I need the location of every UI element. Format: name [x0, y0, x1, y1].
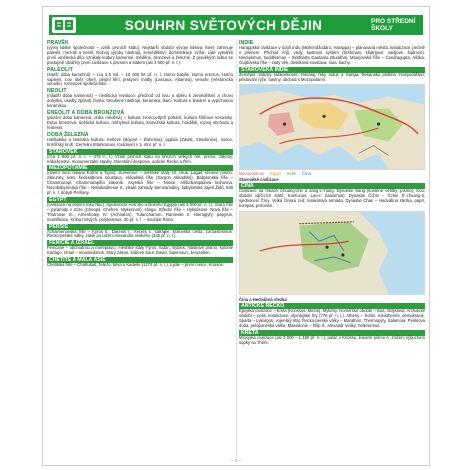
legend-item: Indie — [286, 171, 296, 177]
section-bar-title: FÉNICIE A IZRAEL — [47, 240, 233, 246]
map-china — [239, 211, 425, 295]
section-text: Chetitská říše – Chattušaš, železo, bitva u Kadeše (1274 př. n. l.). Lýdie – první mince, Kroisos. — [47, 262, 224, 268]
section-bar-title: ANTICKÉ ŘECKO — [239, 303, 425, 309]
section-text: Mínojská civilizace (asi 3 000 – 1 450 př. n. l.), palác v Knóssu, lineární písmo A, zničení výbuchem sopky na Théře. — [239, 334, 425, 345]
section-bar-title: KRÉTA — [239, 330, 425, 336]
publisher-logo — [52, 17, 76, 33]
section-bar-title: EGYPT — [47, 197, 233, 203]
map-caption: Čína a Hedvábná stezka — [239, 296, 287, 302]
section-text: Zeměpis: Indický subkontinent, Himálaj, řeky Indus a Ganga, Dekánská plošina. Hospodářství: pěstování rýže, bavlny, obchod s Mezopotámií. — [239, 71, 425, 82]
map-ancient-civilizations — [239, 84, 425, 170]
section-text: (starší doba kamenná) – cca 2,5 mil. – 10 000 let př. n. l. Homo habilis, Homo erectus, Homo sapiens. Lov, sběr, oheň, pěstní klín, jeskynní malby (Lascaux, Altamira), venuše (Věstonická venuše). Kmenové společenství. — [47, 71, 233, 87]
page-subtitle — [371, 18, 423, 32]
header-bar — [49, 15, 423, 35]
section-title: DOBA ŽELEZNÁ — [47, 131, 89, 138]
section-bar-title: STAROVĚK — [47, 149, 233, 155]
section-text: Féničané – obchodníci a mořeplavci, městské státy Týros, Sidón, Byblos; hláskové písmo, kolonie Kartágo. Izrael – monoteismus, Starý zákon, králové Saul, David, Šalomoun, Jeruzalém. — [47, 245, 233, 256]
section-title: ENEOLIT A DOBA BRONZOVÁ — [47, 110, 125, 117]
legend-item: Egypt — [270, 171, 281, 177]
page-title: SOUHRN SVĚTOVÝCH DĚJIN — [124, 17, 323, 33]
map-graphic — [240, 85, 424, 169]
section-bar-title: PERSIE — [47, 224, 233, 230]
column-divider — [236, 39, 237, 459]
page-number: – 1 – — [230, 458, 241, 463]
section-text: (cca 3 500 př. n. l. – 476 n. l.) Vznik prvních státu na březích velkých řek, písmo, zákony, náboženství, monumentální stavby. Orientální despocie, antické Řecko a Řím. — [47, 153, 233, 164]
section-text: (území mezi řekami Eufrat a Tigris). Sumerové – městské státy Ur, Uruk, Lagaš; klínové písmo, zikkuraty, kolo, šedesátková soustava. Akkadská říše (Sargon Akkadský). Babylonská říše – Chammurapi, Chammurapiho zákoník. Asyrská říše – Ninive, Aššurbanipalova knihovna. Novobabylonská říše – Nebukadnesar II., visuté zahrady Semiramidiny, babylonské zajetí Židů. 539 př. n. l. dobytí Peršany. — [47, 170, 233, 196]
map-caption: Starověké civilizace — [239, 177, 279, 183]
subtitle-line-1: PRO STŘEDNÍ — [371, 18, 416, 25]
section-text: Civilizace na řekách Chuang-che a Jang-c’-ťiang. Dynastie Šang (kostěné věštby, písmo), Čou, období válčících států; Konfucius, Lao-c’ (taoismus). Dynastie Čchin – Čchin Š’-chuang-ti, sjednocení Číny, Velká čínská zeď, terakotová armáda. Dynastie Chan – Hedvábná stezka, papír, kompas, porcelán. — [239, 188, 425, 209]
section-text: (civilizace na dolním toku Nilu). Sjednocení Horního a Dolního Egypta (asi 3 000 př. n. l.). Stará říše – pyramidy v Gíze (Cheops, Chefren, Mykerinos), sfinga. Střední říše – Hyksósové. Nová říše – Thutmose III., Amenhotep IV. (Achnaton), Tutanchamon, Ramesse II. Hieroglyfy, papyrus, mumifikace, Kniha mrtvých, polyteismus. 30 př. n. l. – součást Říma. — [47, 201, 233, 222]
section-bar-title: STAROVĚKÁ INDIE — [239, 67, 425, 73]
section-title: PRAVĚK — [47, 40, 69, 46]
right-column — [239, 39, 425, 459]
section-text: (mladší doba kamenná) – neolitická revoluce: přechod od lovu a sběru k zemědělství a chovu dobytka, usedlý způsob života, broušené nástroje, keramika, tkaní. Kultura s lineární a vypíchanou keramikou. — [47, 93, 233, 109]
section-title: INDIE — [239, 40, 254, 46]
section-text: Achaimenovská říše – Kýros II., Dareios I., Xerxés I.; satrapie, královská cesta, zoroastrismus. Řecko-perské války, zánik po tažení Alexandra Velikého (330 př. n. l.). — [47, 228, 233, 239]
section-text: (vývoj lidské společnosti – vznik prvních státu). Nejstarší období vývoje lidstva, které zahrnuje paleolit, mezolit a neolit. Rozvoj výroby nástrojů, zemědělství, domestikace zvířat. Lidé vytvářeli první umělecká díla, vznikaly kultury kamenné, měděné, bronzové a železné. Z pravěkých kultur se postupně utvářely první civilizace s písmem a státem (asi 3 500 př. n. l.). — [47, 45, 233, 65]
book-logo-icon — [54, 19, 74, 31]
section-bar-title: CHETITÉ A MALÁ ASIE — [47, 257, 233, 263]
summary-sheet — [42, 6, 430, 466]
section-text: Halštatská a laténská kultura, Keltové (Bójové – Bohemia), oppida (Závist, Stradonice), mince, hrnčířský kruh. Germáni (Markomani, Kvádové) v 1. stol. př. n. l. — [47, 136, 233, 147]
subtitle-line-2: ŠKOLY — [371, 25, 393, 32]
section-text: (pozdní doba kamenná, doba měděná) – kultura zvoncovitých pohárů, kultura šňůrové keramiky. Doba bronzová: únětická kultura, mohylová kultura, knovízská kultura, hradiště, rozvoj obchodu a řemesel. — [47, 115, 233, 130]
section-bar-title: MEZOPOTÁMIE — [47, 165, 233, 171]
section-text: Harappská civilizace v údolí Indu (Mohendžodáro, Harappa) – plánovaná města, kanalizace, pečetě s písmem. Příchod Árjů, védy, kastovní systém (bráhmani, kšatrijové, vaišjové, šúdrové). Hinduismus, buddhismus – Siddhárta Gautama (Buddha). Maurjovská říše – Čandragupta, Ašóka. Guptovská říše – zlatý věk, desítková soustava, nula, šachy. — [239, 45, 425, 65]
map-graphic — [240, 212, 424, 294]
section-bar-title: ČÍNA — [239, 183, 425, 189]
section-title: NEOLIT — [47, 88, 67, 95]
legend-item: Mezopotámie — [239, 171, 265, 177]
left-column — [47, 39, 233, 459]
section-text: Egejská civilizace – Kréta (Knóssos, Minós), Mykény. Homérské období – Ilias, Odysseia. Archaické období – polis, kolonizace, olympijské hry (776 př. n. l.). Athény – Solón, Kleisthenés, demokracie. Sparta – Lykúrgos, vojenský stát. Řecko-perské války – Marathón, Thermopyly, Salamína. Periklova doba, peloponéská válka. Makedonie – Filip II., Alexandr Veliký, helénismus. — [239, 307, 425, 328]
section-title: PALEOLIT — [47, 66, 74, 73]
legend-item: Čína — [301, 171, 311, 177]
